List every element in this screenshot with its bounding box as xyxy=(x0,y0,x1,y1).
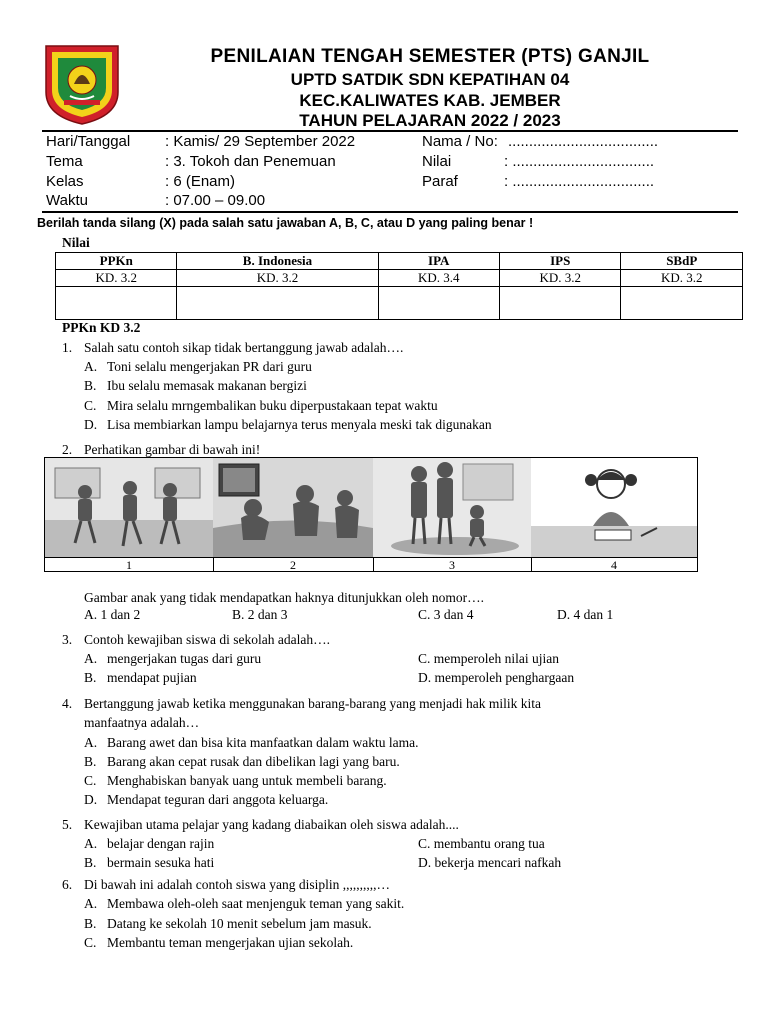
score-field[interactable]: : .................................. xyxy=(504,153,655,170)
header-ips: IPS xyxy=(499,253,620,270)
score-table-kd-row xyxy=(56,270,743,287)
q1-option-d[interactable]: Lisa membiarkan lampu belajarnya terus menyala meski tak digunakan xyxy=(107,417,492,432)
q2-picture-4 xyxy=(531,458,697,557)
q3-number: 3. xyxy=(62,632,73,647)
q3-option-a[interactable]: mengerjakan tugas dari guru xyxy=(107,651,262,666)
q4-option-d-letter[interactable]: D. xyxy=(84,792,98,807)
q5-option-d[interactable]: D. bekerja mencari nafkah xyxy=(418,855,562,870)
score-cell-bindonesia[interactable] xyxy=(177,287,378,320)
q4-option-c-letter[interactable]: C. xyxy=(84,773,97,788)
q5-option-a-letter[interactable]: A. xyxy=(84,836,98,851)
q5-option-c[interactable]: C. membantu orang tua xyxy=(418,836,545,851)
q6-option-a-letter[interactable]: A. xyxy=(84,896,98,911)
q3-option-b-letter[interactable]: B. xyxy=(84,670,97,685)
score-table-blank-row xyxy=(56,287,743,320)
q1-option-a-letter[interactable]: A. xyxy=(84,359,98,374)
q5-text: Kewajiban utama pelajar yang kadang diabaikan oleh siswa adalah.... xyxy=(84,817,459,832)
exam-title: PENILAIAN TENGAH SEMESTER (PTS) GANJIL xyxy=(210,46,650,67)
girl-studying-illustration xyxy=(531,458,697,557)
q1-option-d-letter[interactable]: D. xyxy=(84,417,98,432)
q2-option-a[interactable]: A. 1 dan 2 xyxy=(84,607,141,622)
q3-option-b[interactable]: mendapat pujian xyxy=(107,670,197,685)
students-walking-illustration xyxy=(45,458,213,557)
q2-picture-4-number: 4 xyxy=(531,557,697,572)
q2-picture-3-number: 3 xyxy=(373,557,532,572)
score-cell-ipa[interactable] xyxy=(378,287,499,320)
kd-ips: KD. 3.2 xyxy=(499,270,620,287)
school-name: UPTD SATDIK SDN KEPATIHAN 04 xyxy=(290,70,570,89)
time-label: Waktu xyxy=(46,192,88,209)
time-value: : 07.00 – 09.00 xyxy=(165,192,266,209)
q6-option-b[interactable]: Datang ke sekolah 10 menit sebelum jam masuk. xyxy=(107,916,372,931)
q1-text: Salah satu contoh sikap tidak bertanggung jawab adalah…. xyxy=(84,340,404,355)
q4-text: Bertanggung jawab ketika menggunakan barang-barang yang menjadi hak milik kita xyxy=(84,696,541,711)
q5-option-b-letter[interactable]: B. xyxy=(84,855,97,870)
header-ppkn: PPKn xyxy=(56,253,177,270)
q4-text-continued: manfaatnya adalah… xyxy=(84,715,200,730)
info-divider xyxy=(42,211,738,213)
kd-ppkn: KD. 3.2 xyxy=(56,270,177,287)
name-label: Nama / No: xyxy=(422,133,498,150)
q4-option-a[interactable]: Barang awet dan bisa kita manfaatkan dalam waktu lama. xyxy=(107,735,419,750)
kd-ipa: KD. 3.4 xyxy=(378,270,499,287)
q2-option-b[interactable]: B. 2 dan 3 xyxy=(232,607,288,622)
q1-option-c[interactable]: Mira selalu mrngembalikan buku diperpustakaan tepat waktu xyxy=(107,398,438,413)
q5-option-b[interactable]: bermain sesuka hati xyxy=(107,855,215,870)
score-cell-ips[interactable] xyxy=(499,287,620,320)
q2-picture-2-number: 2 xyxy=(213,557,374,572)
header-bindonesia: B. Indonesia xyxy=(177,253,378,270)
name-field[interactable]: .................................... xyxy=(508,133,659,150)
q2-picture-strip xyxy=(44,457,698,572)
q6-option-b-letter[interactable]: B. xyxy=(84,916,97,931)
q5-number: 5. xyxy=(62,817,73,832)
score-table-header-row xyxy=(56,253,743,270)
school-district-emblem xyxy=(44,44,120,126)
signature-field[interactable]: : .................................. xyxy=(504,173,655,190)
header-ipa: IPA xyxy=(378,253,499,270)
q2-question: Gambar anak yang tidak mendapatkan haknya ditunjukkan oleh nomor…. xyxy=(84,590,485,605)
header-sbdp: SBdP xyxy=(621,253,743,270)
q6-option-a[interactable]: Membawa oleh-oleh saat menjenguk teman yang sakit. xyxy=(107,896,405,911)
class-value: : 6 (Enam) xyxy=(165,173,236,190)
q6-option-c[interactable]: Membantu teman mengerjakan ujian sekolah. xyxy=(107,935,354,950)
section-title: PPKn KD 3.2 xyxy=(62,320,141,335)
q4-option-b-letter[interactable]: B. xyxy=(84,754,97,769)
kd-sbdp: KD. 3.2 xyxy=(621,270,743,287)
header-divider xyxy=(42,130,738,132)
q2-option-c[interactable]: C. 3 dan 4 xyxy=(418,607,474,622)
score-table-label: Nilai xyxy=(62,235,90,250)
kd-bindonesia: KD. 3.2 xyxy=(177,270,378,287)
q6-option-c-letter[interactable]: C. xyxy=(84,935,97,950)
q3-option-a-letter[interactable]: A. xyxy=(84,651,98,666)
q3-option-d[interactable]: D. memperoleh penghargaan xyxy=(418,670,575,685)
q2-picture-2 xyxy=(213,458,374,557)
theme-label: Tema xyxy=(46,153,83,170)
q4-option-b[interactable]: Barang akan cepat rusak dan dibelikan lagi yang baru. xyxy=(107,754,400,769)
date-label: Hari/Tanggal xyxy=(46,133,131,150)
score-cell-sbdp[interactable] xyxy=(621,287,743,320)
q1-option-b-letter[interactable]: B. xyxy=(84,378,97,393)
score-table xyxy=(55,252,743,320)
q1-option-c-letter[interactable]: C. xyxy=(84,398,97,413)
date-value: : Kamis/ 29 September 2022 xyxy=(165,133,356,150)
score-cell-ppkn[interactable] xyxy=(56,287,177,320)
q6-number: 6. xyxy=(62,877,73,892)
school-district: KEC.KALIWATES KAB. JEMBER xyxy=(299,91,561,110)
class-label: Kelas xyxy=(46,173,84,190)
academic-year: TAHUN PELAJARAN 2022 / 2023 xyxy=(299,111,561,130)
parent-and-child-illustration xyxy=(373,458,531,557)
q1-option-b[interactable]: Ibu selalu memasak makanan bergizi xyxy=(107,378,307,393)
q3-option-c[interactable]: C. memperoleh nilai ujian xyxy=(418,651,559,666)
family-watching-tv-illustration xyxy=(213,458,373,557)
q4-option-c[interactable]: Menghabiskan banyak uang untuk membeli barang. xyxy=(107,773,387,788)
instruction: Berilah tanda silang (X) pada salah satu jawaban A, B, C, atau D yang paling benar ! xyxy=(37,216,534,230)
q2-number: 2. xyxy=(62,442,73,457)
q4-number: 4. xyxy=(62,696,73,711)
q2-picture-3 xyxy=(373,458,532,557)
q3-text: Contoh kewajiban siswa di sekolah adalah…. xyxy=(84,632,330,647)
q1-option-a[interactable]: Toni selalu mengerjakan PR dari guru xyxy=(107,359,312,374)
q2-text: Perhatikan gambar di bawah ini! xyxy=(84,442,261,457)
q6-text: Di bawah ini adalah contoh siswa yang disiplin ,,,,,,,,,,… xyxy=(84,877,390,892)
q4-option-a-letter[interactable]: A. xyxy=(84,735,98,750)
theme-value: : 3. Tokoh dan Penemuan xyxy=(165,153,336,170)
q1-number: 1. xyxy=(62,340,73,355)
q2-option-d[interactable]: D. 4 dan 1 xyxy=(557,607,614,622)
q2-picture-1-number: 1 xyxy=(45,557,214,572)
q5-option-a[interactable]: belajar dengan rajin xyxy=(107,836,215,851)
score-label: Nilai xyxy=(422,153,452,170)
q2-picture-1 xyxy=(45,458,214,557)
q4-option-d[interactable]: Mendapat teguran dari anggota keluarga. xyxy=(107,792,329,807)
signature-label: Paraf xyxy=(422,173,458,190)
